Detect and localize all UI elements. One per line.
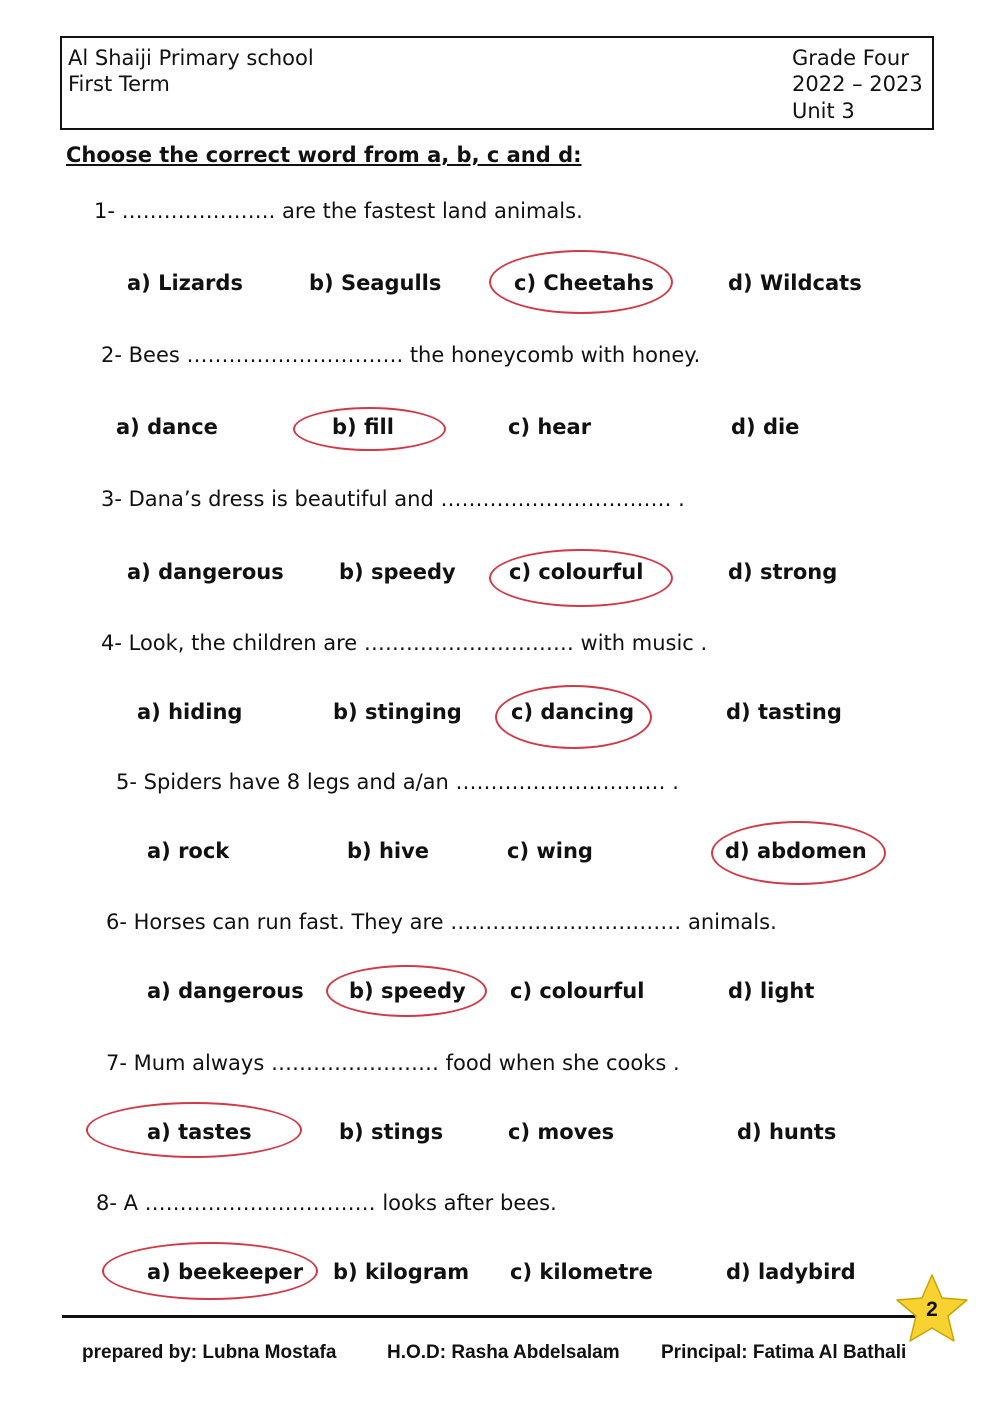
question-2-stem: 2- Bees …………………………. the honeycomb with honey. [101, 343, 701, 367]
question-6-option-b[interactable]: b) speedy [349, 979, 466, 1003]
question-2-option-d[interactable]: d) die [731, 415, 800, 439]
question-4-option-a[interactable]: a) hiding [137, 700, 243, 724]
question-4-answer-circle [495, 685, 652, 749]
question-2-option-b[interactable]: b) fill [332, 415, 394, 439]
question-5-option-a[interactable]: a) rock [147, 839, 230, 863]
question-5-option-b[interactable]: b) hive [347, 839, 430, 863]
question-3-stem: 3- Dana’s dress is beautiful and …………………………… . [101, 487, 685, 511]
question-1-option-d[interactable]: d) Wildcats [728, 271, 862, 295]
question-7-option-b[interactable]: b) stings [339, 1120, 444, 1144]
question-7-answer-circle [86, 1102, 302, 1158]
year-label: 2022 – 2023 [792, 72, 923, 96]
footer-divider [62, 1315, 928, 1318]
question-7-option-d[interactable]: d) hunts [737, 1120, 837, 1144]
question-8-answer-circle [102, 1242, 318, 1300]
question-8-option-b[interactable]: b) kilogram [333, 1260, 470, 1284]
question-3-answer-circle [489, 549, 673, 607]
question-7-option-a[interactable]: a) tastes [147, 1120, 252, 1144]
question-3-option-b[interactable]: b) speedy [339, 560, 456, 584]
question-4-stem: 4- Look, the children are ………………………… with music . [101, 631, 708, 655]
footer-principal: Principal: Fatima Al Bathali [661, 1342, 907, 1363]
question-7-option-c[interactable]: c) moves [508, 1120, 615, 1144]
question-2-answer-circle [293, 407, 446, 451]
question-2-option-a[interactable]: a) dance [116, 415, 218, 439]
question-6-option-c[interactable]: c) colourful [510, 979, 645, 1003]
instruction: Choose the correct word from a, b, c and d: [66, 143, 582, 167]
question-1-option-a[interactable]: a) Lizards [127, 271, 243, 295]
question-3-option-d[interactable]: d) strong [728, 560, 838, 584]
page-number: 2 [926, 1298, 938, 1321]
question-3-option-a[interactable]: a) dangerous [127, 560, 284, 584]
question-5-option-c[interactable]: c) wing [507, 839, 593, 863]
question-8-option-a[interactable]: a) beekeeper [147, 1260, 304, 1284]
question-4-option-c[interactable]: c) dancing [511, 700, 635, 724]
question-8-option-d[interactable]: d) ladybird [726, 1260, 856, 1284]
term-label: First Term [68, 72, 170, 96]
question-6-option-d[interactable]: d) light [728, 979, 815, 1003]
school-name: Al Shaiji Primary school [68, 46, 314, 70]
question-5-answer-circle [711, 821, 886, 885]
unit-label: Unit 3 [792, 99, 855, 123]
question-1-answer-circle [489, 250, 673, 314]
question-1-option-c[interactable]: c) Cheetahs [514, 271, 654, 295]
footer-prepared-by: prepared by: Lubna Mostafa [82, 1342, 337, 1363]
question-1-option-b[interactable]: b) Seagulls [309, 271, 442, 295]
question-2-option-c[interactable]: c) hear [508, 415, 592, 439]
question-6-answer-circle [326, 965, 487, 1017]
question-7-stem: 7- Mum always …………………… food when she cooks . [106, 1051, 680, 1075]
question-8-option-c[interactable]: c) kilometre [510, 1260, 653, 1284]
question-6-option-a[interactable]: a) dangerous [147, 979, 304, 1003]
question-8-stem: 8- A …………………………… looks after bees. [96, 1191, 557, 1215]
grade-label: Grade Four [792, 46, 909, 70]
question-4-option-d[interactable]: d) tasting [726, 700, 842, 724]
question-4-option-b[interactable]: b) stinging [333, 700, 462, 724]
footer-hod: H.O.D: Rasha Abdelsalam [387, 1342, 620, 1363]
question-6-stem: 6- Horses can run fast. They are …………………………… animals. [106, 910, 777, 934]
question-3-option-c[interactable]: c) colourful [509, 560, 644, 584]
question-5-stem: 5- Spiders have 8 legs and a/an ………………………… . [116, 770, 679, 794]
question-1-stem: 1- …………………. are the fastest land animals. [94, 199, 583, 223]
question-5-option-d[interactable]: d) abdomen [725, 839, 867, 863]
